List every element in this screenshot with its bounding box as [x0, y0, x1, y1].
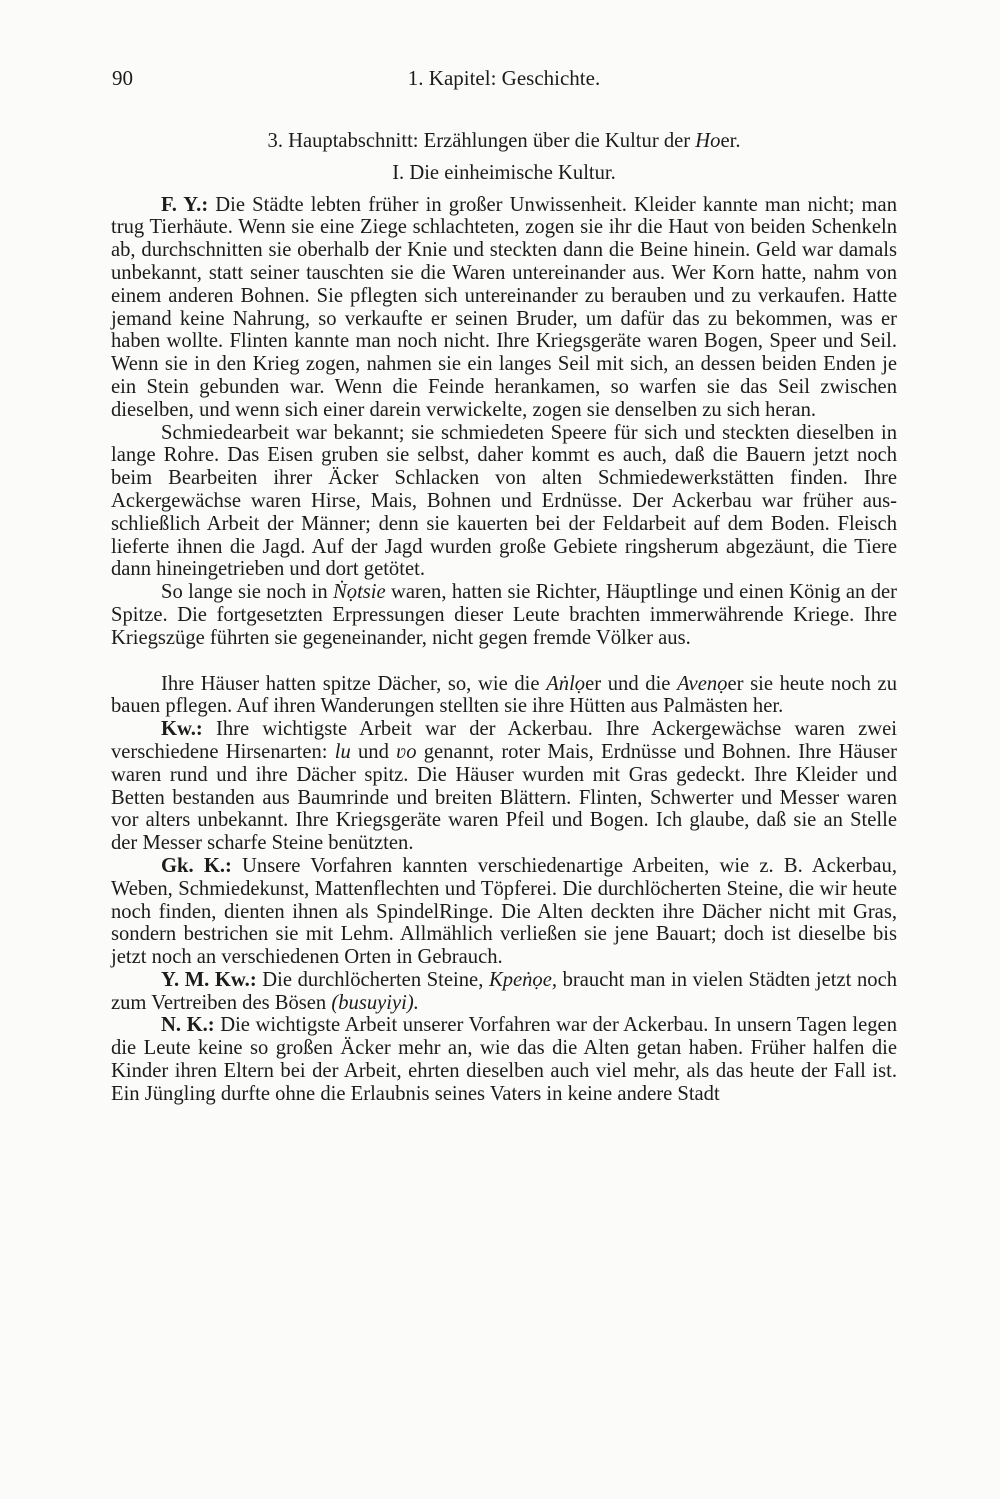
- paragraph-haeuser: [111, 673, 897, 719]
- running-head: 1. Kapitel: Geschichte.: [407, 66, 601, 90]
- page-header: [112, 66, 896, 100]
- paragraph-text: er und die: [585, 672, 678, 695]
- paragraph-text: Die Städte lebten früher in großer Unwissenheit. Kleider kannte man nicht; man trug Tierhäute. Wenn sie eine Ziege schlachteten, zogen sie ihr die Haut von beiden Schenkeln ab, durchschnitten sie oberhalb der Knie und steckten dann die Beine hinein. Geld war damals unbekannt, statt seiner tauschten sie die Waren untereinander aus. Wer Korn hatte, nahm von einem anderen Bohnen. Sie pflegten sich untereinander zu berauben und zu verkaufen. Hatte jemand keine Nahrung, so verkaufte er seinen Bruder, um dafür das zu bekommen, was er haben wollte. Flinten kannte man noch nicht. Ihre Kriegsgeräte waren Bogen, Speer und Seil. Wenn sie in den Krieg zogen, nahmen sie ein langes Seil mit sich, an dessen beiden Enden je ein Stein gebunden war. Wenn die Feinde herankamen, so warfen sie das Seil zwischen dieselben, und wenn sich einer darein verwickelte, zogen sie denselben zu sich heran.: [111, 193, 897, 421]
- paragraph-text: und: [350, 740, 397, 763]
- speaker-label: Y. M. Kw.:: [161, 968, 257, 991]
- paragraph-text: er sie heute noch zu bauen pflegen. Auf ihren Wanderungen stellten sie ihre Hütten aus Palmästen her.: [111, 672, 897, 718]
- place-name: Avenọ: [677, 672, 728, 695]
- paragraph-text: Ihre wichtigste Arbeit war der Ackerbau. Ihre Ackergewächse waren zwei verschiedene Hirsenarten:: [111, 718, 897, 763]
- paragraph-ymkw: [111, 969, 897, 1015]
- paragraph-kw: [111, 718, 897, 855]
- speaker-label: Gk. K.:: [161, 854, 232, 877]
- paragraph-text: Die wichtigste Arbeit unserer Vorfahren war der Ackerbau. In unsern Tagen legen die Leute keine so großen Äcker mehr an, wie das die Alten getan haben. Früher halfen die Kinder ihren Eltern bei der Arbeit, ehrten dieselben auch viel mehr, als das heute der Fall ist. Ein Jüngling durfte ohne die Erlaubnis seines Vaters in keine andere Stadt: [111, 1014, 897, 1105]
- section-title-name: Ho: [695, 130, 721, 152]
- paragraph-fy: [111, 194, 897, 422]
- speaker-label: F. Y.:: [161, 193, 209, 216]
- native-term: (busuyiyi).: [331, 991, 419, 1014]
- native-term: Kpeṅọe,: [488, 968, 558, 991]
- paragraph-nk: [111, 1014, 897, 1105]
- paragraph-gkk: [111, 855, 897, 969]
- paragraph-text: Ihre Häuser hatten spitze Dächer, so, wie die: [161, 672, 547, 695]
- subsection-title: I. Die einheimische Kultur.: [392, 161, 616, 184]
- paragraph-text: genannt, roter Mais, Erdnüsse und Bohnen. Ihre Häuser waren rund und ihre Dächer spitz. Die Häuser wurden mit Gras gedeckt. Ihre Kleider und Betten bestanden aus Baumrinde und breiten Blättern. Flinten, Schwerter und Messer waren vor alters unbekannt. Ihre Kriegsgeräte waren Pfeil und Bogen. Ich glaube, daß sie an Stelle der Messer scharfe Steine benützten.: [111, 740, 897, 855]
- page-body: [111, 130, 897, 1106]
- paragraph-schmiedearbeit: Schmiedearbeit war bekannt; sie schmiedeten Speere für sich und steckten dieselben in lange Rohre. Das Eisen gruben sie selbst, daher kommt es auch, daß die Bauern jetzt noch beim Bearbeiten ihrer Äcker Schlacken von alten Schmiedewerkstätten finden. Ihre Ackergewächse waren Hirse, Mais, Bohnen und Erdnüsse. Der Ackerbau war früher ausschließlich Arbeit der Männer; denn sie kauerten bei der Feldarbeit auf dem Boden. Fleisch lieferte ihnen die Jagd. Auf der Jagd wurden große Gebiete ringsherum abgezäunt, die Tiere dann hineingetrieben und dort getötet.: [111, 421, 897, 581]
- paragraph-text: Unsere Vorfahren kannten verschiedenartige Arbeiten, wie z. B. Ackerbau, Weben, Schmiedekunst, Mattenflechten und Töpferei. Die durchlöcherten Steine, die wir heute noch finden, dienten ihnen als SpindelRinge. Die Alten deckten ihre Dächer nicht mit Gras, sondern bestrichen sie mit Lehm. Allmählich verließen sie jene Bauart; doch ist dieselbe bis jetzt noch an verschiedenen Orten in Gebrauch.: [111, 854, 898, 969]
- section-title-suffix: er.: [720, 130, 741, 152]
- paragraph-text: braucht man in vielen Städten jetzt noch zum Vertreiben des Bösen: [111, 968, 898, 1014]
- section-title: [111, 130, 897, 153]
- paragraph-text: So lange sie noch in: [161, 581, 334, 604]
- native-term: lu: [334, 740, 351, 763]
- place-name: Aṅlọ: [546, 672, 586, 695]
- paragraph-text: Die durchlöcherten Steine,: [256, 968, 489, 991]
- paragraph-text: waren, hatten sie Richter, Häuptlinge und einen König an der Spitze. Die fortgesetzten Erpressungen dieser Leute brachten immerwährende Kriege. Ihre Kriegszüge führten sie gegeneinander, nicht gegen fremde Völker aus.: [111, 581, 897, 649]
- section-title-prefix: 3. Hauptabschnitt: Erzählungen über die Kultur der: [267, 130, 696, 152]
- speaker-label: N. K.:: [161, 1014, 215, 1037]
- page-number: 90: [112, 66, 133, 90]
- native-term: ʋo: [396, 740, 417, 763]
- paragraph-notsie: [111, 581, 897, 649]
- place-name: Ṅọtsie: [333, 581, 386, 604]
- speaker-label: Kw.:: [161, 718, 203, 741]
